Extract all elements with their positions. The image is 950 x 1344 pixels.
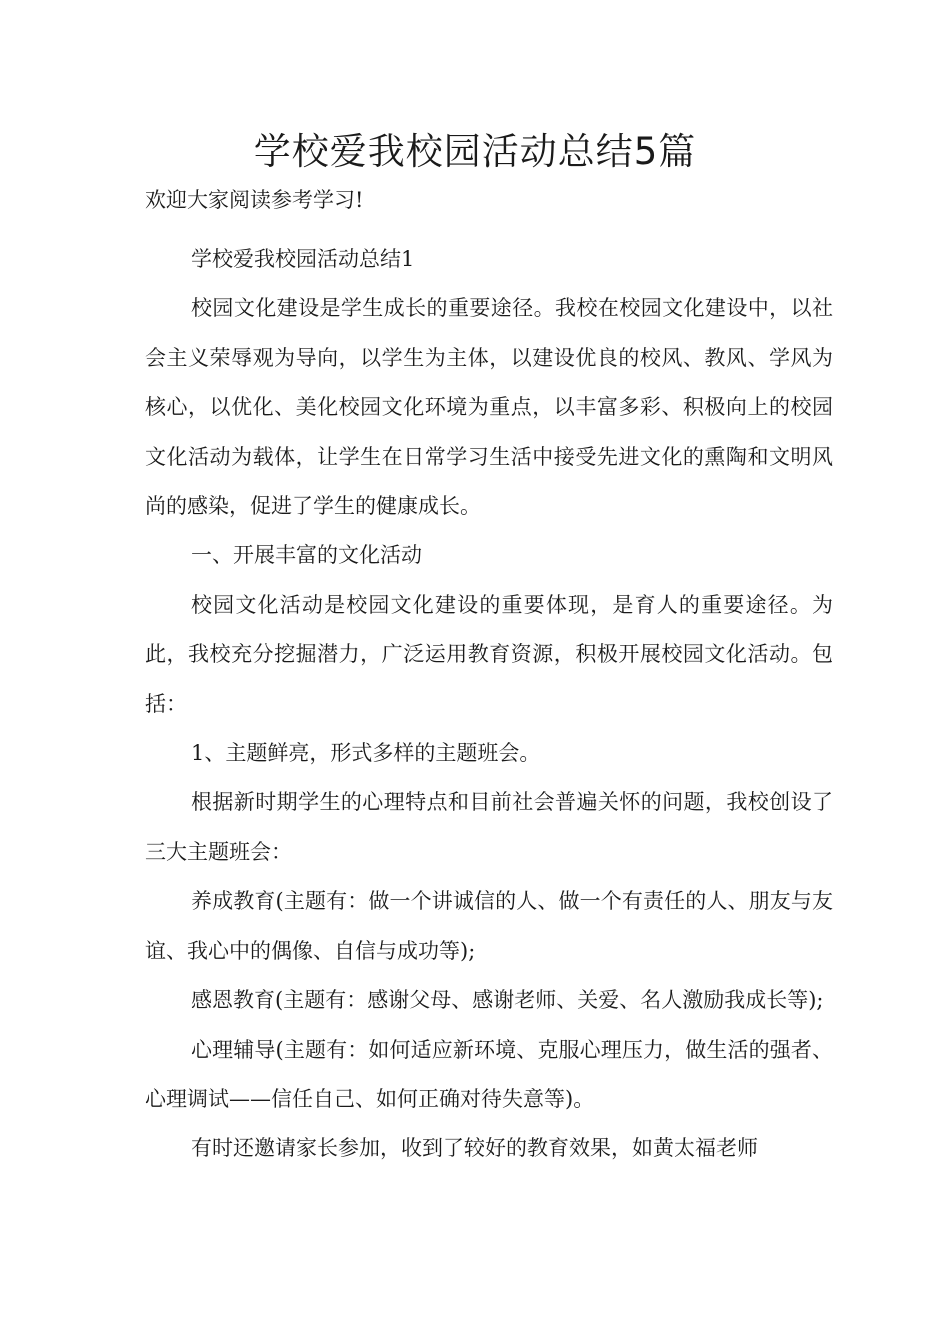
document-body [145,235,833,1174]
body-paragraph: 养成教育(主题有：做一个讲诚信的人、做一个有责任的人、朋友与友谊、我心中的偶像、自信与成功等); [145,889,833,963]
list-item-heading: 1、主题鲜亮，形式多样的主题班会。 [191,741,541,766]
body-paragraph: 根据新时期学生的心理特点和目前社会普遍关怀的问题，我校创设了三大主题班会： [145,790,833,864]
body-paragraph: 校园文化建设是学生成长的重要途径。我校在校园文化建设中，以社会主义荣辱观为导向，以学生为主体，以建设优良的校风、教风、学风为核心，以优化、美化校园文化环境为重点，以丰富多彩、积极向上的校园文化活动为载体，让学生在日常学习生活中接受先进文化的熏陶和文明风尚的感染，促进了学生的健康成长。 [145,296,833,519]
document-title: 学校爱我校园活动总结5篇 [253,130,697,173]
body-paragraph: 心理辅导(主题有：如何适应新环境、克服心理压力，做生活的强者、心理调试——信任自己、如何正确对待失意等)。 [145,1037,833,1111]
body-paragraph: 校园文化活动是校园文化建设的重要体现，是育人的重要途径。为此，我校充分挖掘潜力，广泛运用教育资源，积极开展校园文化活动。包括： [145,592,833,716]
intro-line: 欢迎大家阅读参考学习! [145,188,364,212]
subsection-heading: 一、开展丰富的文化活动 [191,543,422,568]
body-paragraph: 感恩教育(主题有：感谢父母、感谢老师、关爱、名人激励我成长等); [191,988,824,1013]
body-paragraph: 有时还邀请家长参加，收到了较好的教育效果，如黄太福老师 [191,1136,758,1161]
section-heading: 学校爱我校园活动总结1 [191,247,415,271]
